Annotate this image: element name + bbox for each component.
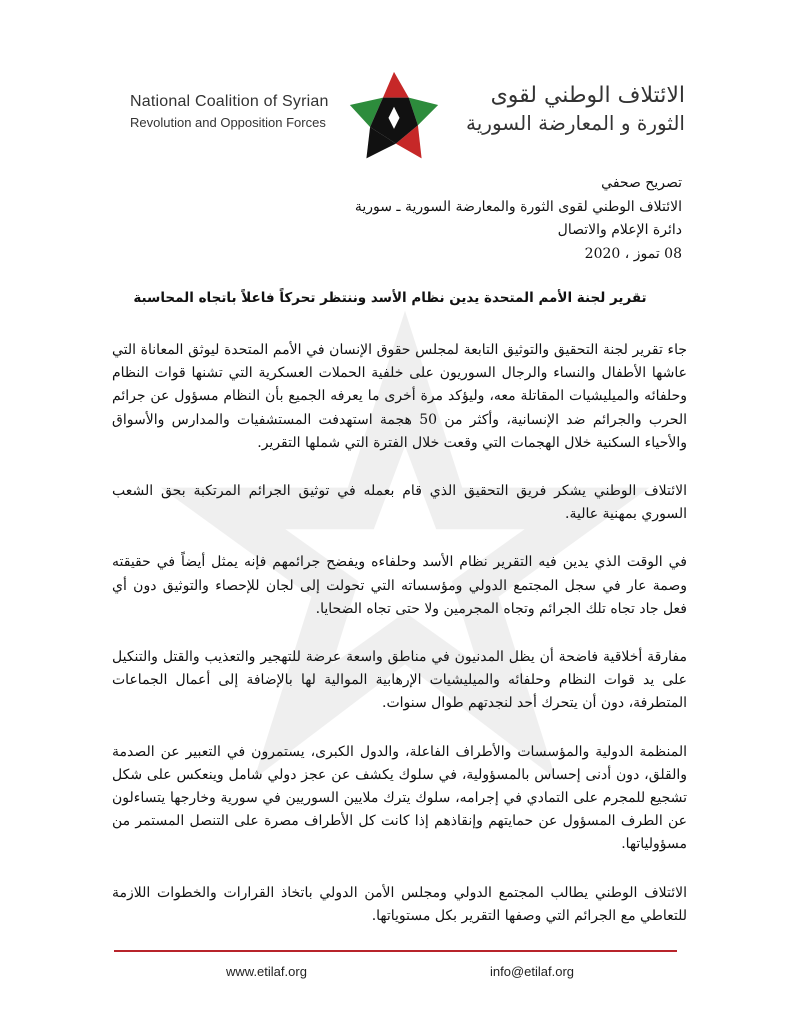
release-body	[112, 339, 687, 953]
release-org: الائتلاف الوطني لقوى الثورة والمعارضة السورية ـ سورية	[354, 198, 682, 215]
footer-website-link[interactable]: www.etilaf.org	[226, 964, 307, 979]
release-title: تقرير لجنة الأمم المتحدة يدين نظام الأسد وننتظر تحركاً فاعلاً باتجاه المحاسبة	[133, 290, 647, 306]
star-logo-icon	[348, 70, 440, 162]
org-name-ar-line1: الائتلاف الوطني لقوى	[490, 83, 685, 108]
org-name-en-line2: Revolution and Opposition Forces	[130, 115, 326, 130]
release-dept: دائرة الإعلام والاتصال	[557, 222, 682, 238]
paragraph-4: مفارقة أخلاقية فاضحة أن يظل المدنيون في مناطق واسعة عرضة للتهجير والتعذيب والقتل والتنكيل على يد قوات النظام وحلفائه والميليشيات الإرهابية الموالية لها بالإضافة إلى أعمال الجماعات المتطرفة، دون أن يتحرك أحد لنجدتهم طوال سنوات.	[112, 649, 687, 712]
paragraph-5: المنظمة الدولية والمؤسسات والأطراف الفاعلة، والدول الكبرى، يستمرون في التعبير عن الصدمة والقلق، دون أدنى إحساس بالمسؤولية، في سلوك يكشف عن عجز دولي شامل وينعكس على شكل تشجيع للمجرم على التمادي في إجرامه، سلوك يترك ملايين السوريين في سورية وخارجها يتساءلون عن الطرف المسؤول عن حمايتهم وإنقاذهم إذا كانت كل الأطراف مصرة على التنصل المستمر من مسؤولياتها.	[112, 743, 687, 853]
release-meta	[122, 172, 682, 266]
org-name-en	[130, 92, 345, 134]
org-name-en-line1: National Coalition of Syrian	[130, 93, 329, 110]
paragraph-6: الائتلاف الوطني يطالب المجتمع الدولي ومجلس الأمن الدولي باتخاذ القرارات والخطوات اللازمة للتعاطي مع الجرائم التي وصفها التقرير بكل مستوياتها.	[112, 884, 687, 924]
paragraph-3: في الوقت الذي يدين فيه التقرير نظام الأسد وحلفاءه ويفضح جرائمهم فإنه يمثل أيضاً في حقيقته وصمة عار في سجل المجتمع الدولي ومؤسساته التي تحولت إلى لجان للإحصاء والتوثيق دون أي فعل جاد تجاه تلك الجرائم وتجاه المجرمين ولا حتى تجاه الضحايا.	[112, 554, 687, 617]
release-type: تصريح صحفي	[601, 175, 682, 191]
org-name-ar	[445, 82, 685, 136]
release-date: 08 تموز ، 2020	[584, 245, 682, 262]
org-name-ar-line2: الثورة و المعارضة السورية	[466, 111, 685, 135]
footer-email-link[interactable]: info@etilaf.org	[490, 964, 575, 979]
paragraph-1: جاء تقرير لجنة التحقيق والتوثيق التابعة لمجلس حقوق الإنسان في الأمم المتحدة ليوثق المعاناة التي عاشها الأطفال والنساء والرجال السوريون على خلفية الحملات العسكرية التي تشنها قوات النظام وحلفائه والميليشيات المقاتلة معه، وليؤكد مرة أخرى ما يعرفه الجميع بأن النظام مسؤول عن جرائم الحرب والجرائم ضد الإنسانية، وأكثر من 50 هجمة استهدفت المستشفيات والمدارس والأسواق والأحياء السكنية خلال الهجمات التي وقعت خلال الفترة التي شملها التقرير.	[112, 342, 687, 451]
footer-divider	[114, 950, 677, 952]
paragraph-2: الائتلاف الوطني يشكر فريق التحقيق الذي قام بعمله في توثيق الجرائم المرتكبة بحق الشعب السوري بمهنية عالية.	[112, 483, 687, 523]
